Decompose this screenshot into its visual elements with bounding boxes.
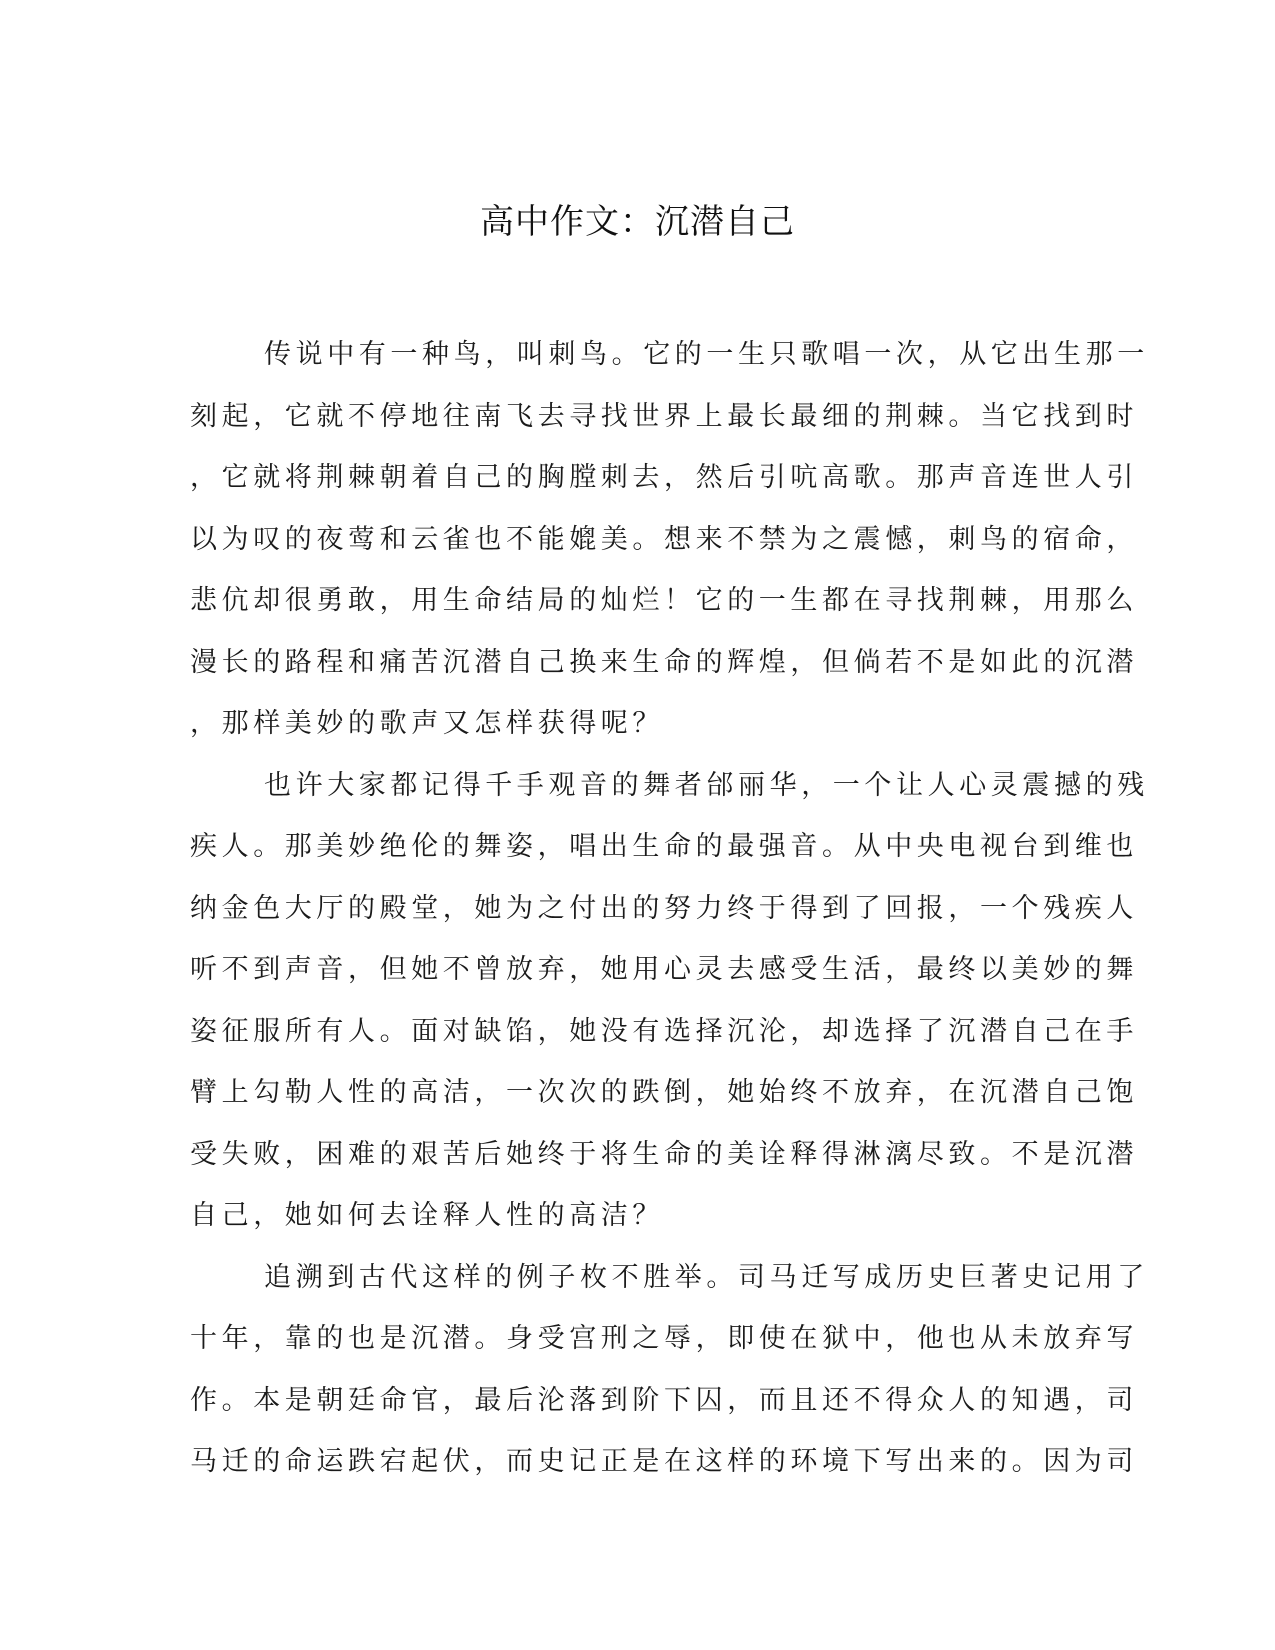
document-title: 高中作文：沉潜自己 <box>480 202 795 242</box>
paragraph-2-line-4: 听不到声音，但她不曾放弃，她用心灵去感受生活，最终以美妙的舞 <box>190 954 1138 985</box>
paragraph-3-line-3: 作。本是朝廷命官，最后沦落到阶下囚，而且还不得众人的知遇，司 <box>190 1384 1138 1416</box>
paragraph-2-line-7: 受失败，困难的艰苦后她终于将生命的美诠释得淋漓尽致。不是沉潜 <box>190 1138 1138 1170</box>
paragraph-1-line-1: 传说中有一种鸟，叫刺鸟。它的一生只歌唱一次，从它出生那一 <box>264 339 1149 370</box>
paragraph-2-line-3: 纳金色大厅的殿堂，她为之付出的努力终于得到了回报，一个残疾人 <box>190 892 1138 924</box>
document-body <box>190 324 1149 1493</box>
paragraph-3-line-4: 马迁的命运跌宕起伏，而史记正是在这样的环境下写出来的。因为司 <box>190 1446 1138 1477</box>
paragraph-3-line-1: 追溯到古代这样的例子枚不胜举。司马迁写成历史巨著史记用了 <box>264 1261 1149 1293</box>
paragraph-2-line-1: 也许大家都记得千手观音的舞者邰丽华，一个让人心灵震撼的残 <box>264 769 1149 801</box>
paragraph-1-line-2: 刻起，它就不停地往南飞去寻找世界上最长最细的荆棘。当它找到时 <box>190 400 1138 432</box>
paragraph-1-line-4: 以为叹的夜莺和云雀也不能媲美。想来不禁为之震憾，刺鸟的宿命， <box>190 523 1138 555</box>
paragraph-2-line-2: 疾人。那美妙绝伦的舞姿，唱出生命的最强音。从中央电视台到维也 <box>190 831 1138 862</box>
paragraph-1-line-6: 漫长的路程和痛苦沉潜自己换来生命的辉煌，但倘若不是如此的沉潜 <box>190 646 1138 678</box>
paragraph-3-line-2: 十年，靠的也是沉潜。身受宫刑之辱，即使在狱中，他也从未放弃写 <box>190 1323 1138 1354</box>
paragraph-1-line-3: ，它就将荆棘朝着自己的胸膛刺去，然后引吭高歌。那声音连世人引 <box>190 462 1138 493</box>
paragraph-1-line-7: ，那样美妙的歌声又怎样获得呢？ <box>190 708 664 739</box>
paragraph-1-line-5: 悲伉却很勇敢，用生命结局的灿烂！它的一生都在寻找荆棘，用那么 <box>190 585 1138 616</box>
paragraph-2-line-8: 自己，她如何去诠释人性的高洁？ <box>190 1200 664 1231</box>
paragraph-2-line-5: 姿征服所有人。面对缺馅，她没有选择沉沦，却选择了沉潜自己在手 <box>190 1015 1138 1047</box>
paragraph-2-line-6: 臂上勾勒人性的高洁，一次次的跌倒，她始终不放弃，在沉潜自己饱 <box>190 1077 1138 1108</box>
